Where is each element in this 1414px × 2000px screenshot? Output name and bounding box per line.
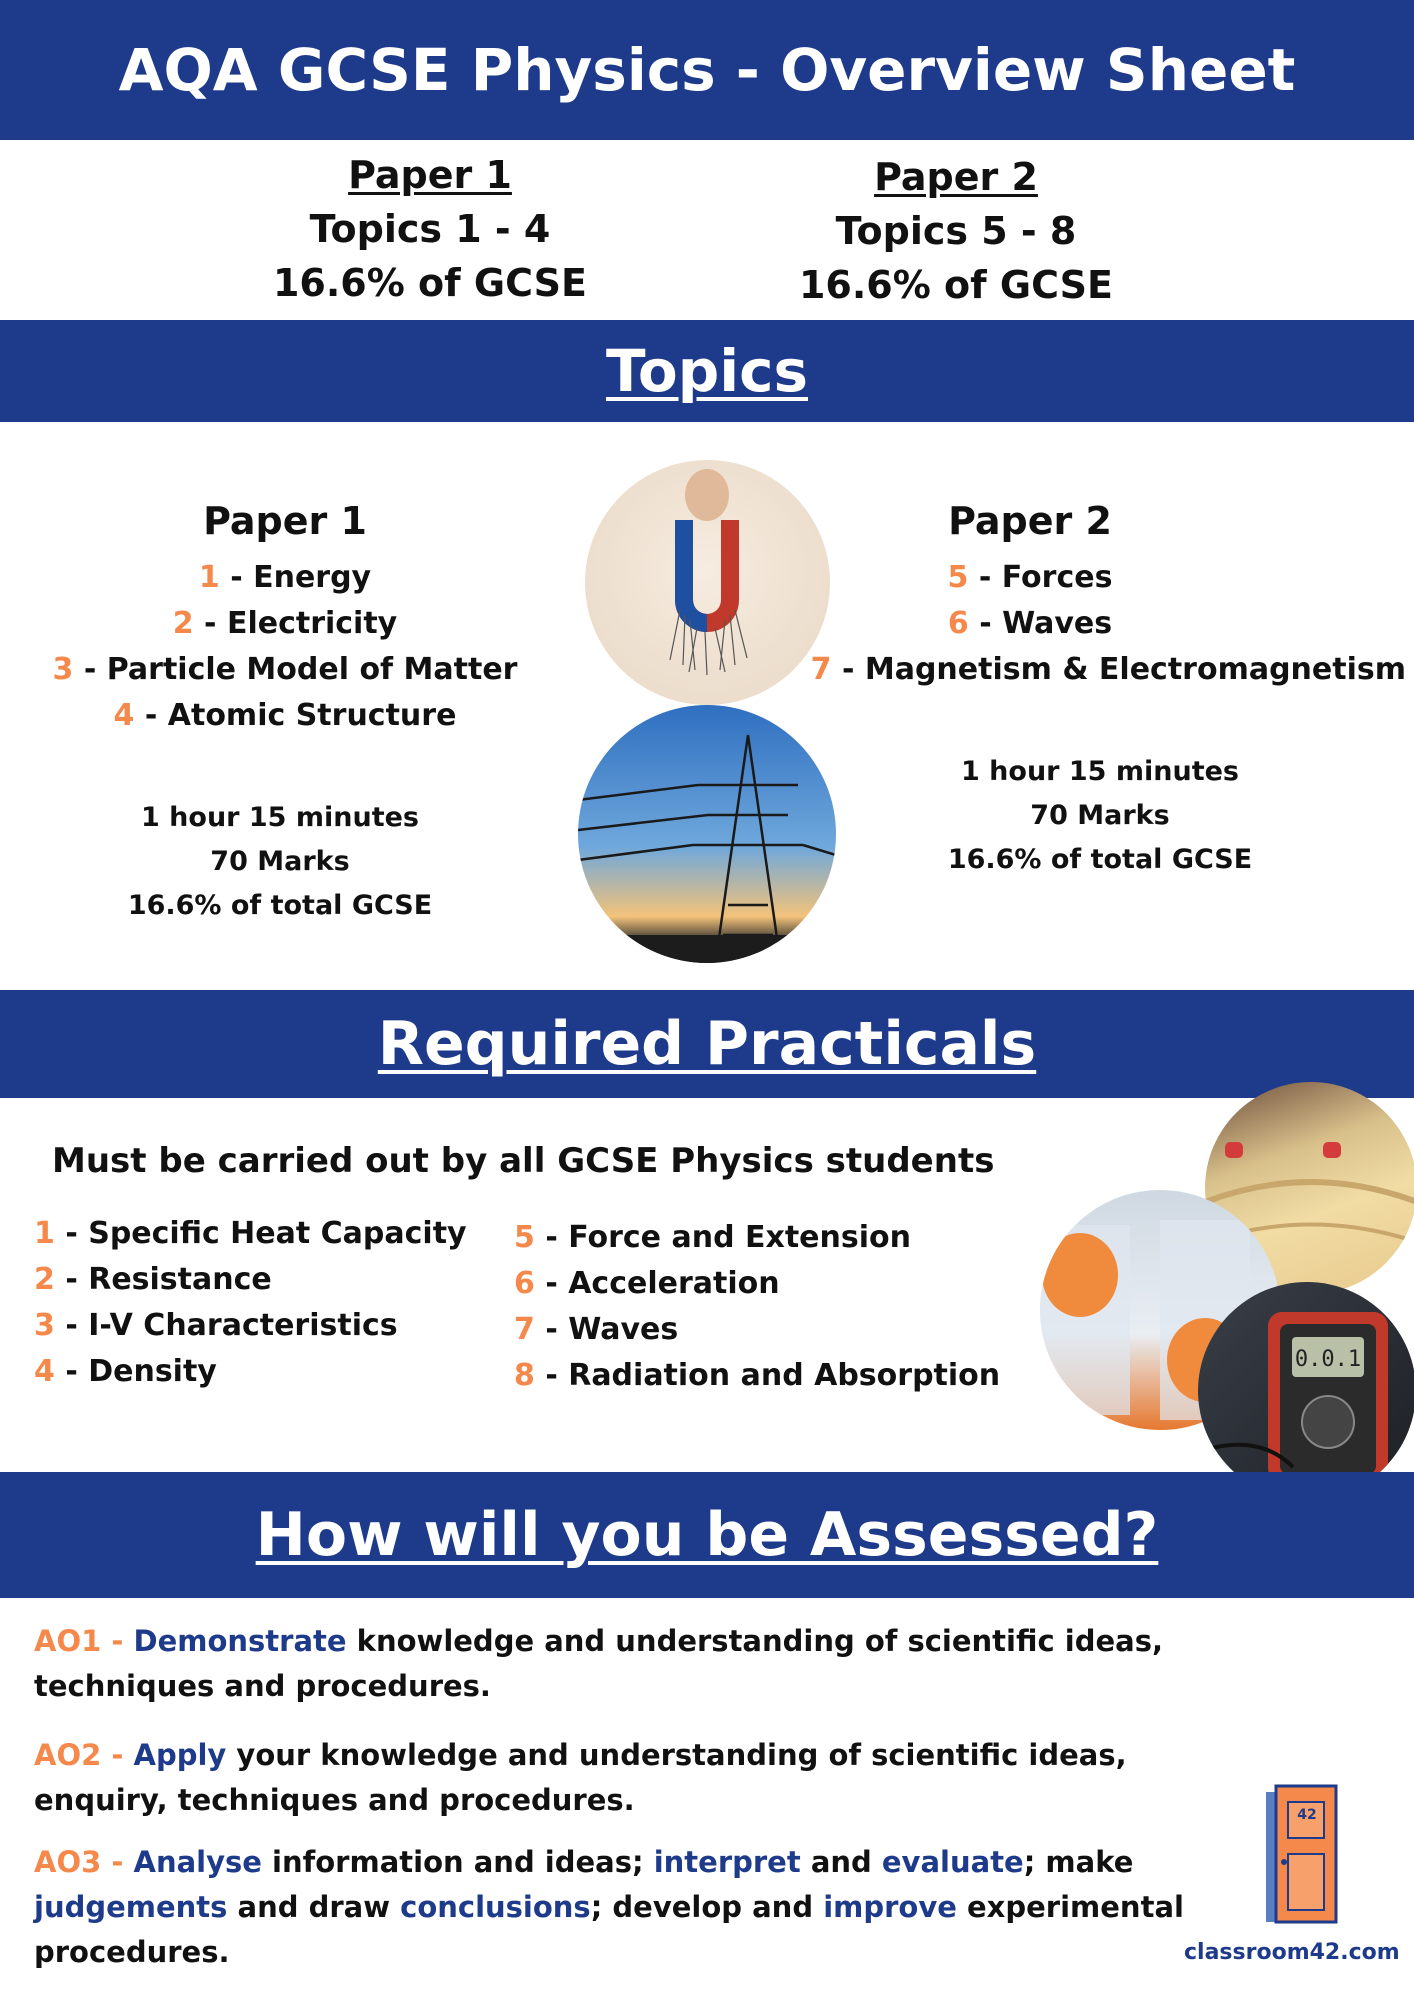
paper2-summary-weight: 16.6% of GCSE	[798, 263, 1114, 307]
paper2-info	[900, 750, 1300, 882]
magnet-icon	[585, 460, 830, 705]
multimeter-photo	[1198, 1282, 1414, 1500]
multimeter-icon	[1198, 1282, 1414, 1500]
list-item: 6 - Waves	[947, 606, 1113, 641]
list-item: 5 - Force and Extension	[514, 1220, 911, 1255]
topics-band	[0, 320, 1414, 422]
paper1-duration: 1 hour 15 minutes	[141, 802, 419, 833]
logo-number: 42	[1297, 1807, 1317, 1823]
list-item: 5 - Forces	[947, 560, 1113, 595]
topics-heading: Topics	[605, 337, 808, 405]
ao3-text: AO3 - Analyse information and ideas; interpret and evaluate; make judgements and draw conclusions; develop and improve experimental procedures.	[34, 1845, 1184, 1969]
topics-paper2	[790, 493, 1410, 693]
ao2-text: AO2 - Apply your knowledge and understanding of scientific ideas, enquiry, techniques and procedures.	[34, 1738, 1127, 1817]
footer-site: classroom42.com	[1184, 1940, 1400, 1965]
list-item: 7 - Magnetism & Electromagnetism	[810, 652, 1406, 687]
paper1-weight: 16.6% of total GCSE	[127, 890, 433, 921]
list-item: 4 - Density	[34, 1354, 217, 1389]
topics-paper2-title: Paper 2	[948, 499, 1112, 543]
practicals-band	[0, 990, 1414, 1098]
list-item: 6 - Acceleration	[514, 1266, 780, 1301]
header-band	[0, 0, 1414, 140]
paper2-summary	[756, 150, 1156, 312]
topics-paper1-title: Paper 1	[203, 499, 367, 543]
list-item: 1 - Energy	[198, 560, 372, 595]
paper2-weight: 16.6% of total GCSE	[947, 844, 1253, 875]
classroom42-logo	[1262, 1782, 1342, 1927]
paper1-summary	[230, 148, 630, 310]
assessment-band	[0, 1472, 1414, 1598]
paper2-summary-topics: Topics 5 - 8	[835, 209, 1077, 253]
list-item: 8 - Radiation and Absorption	[514, 1358, 1001, 1393]
list-item: 4 - Atomic Structure	[113, 698, 457, 733]
svg-text:0.0.1: 0.0.1	[1294, 1347, 1362, 1372]
magnet-photo	[585, 460, 830, 705]
paper1-summary-title: Paper 1	[348, 153, 512, 197]
assessment-heading: How will you be Assessed?	[255, 1500, 1159, 1570]
paper1-summary-topics: Topics 1 - 4	[309, 207, 551, 251]
list-item: 3 - I-V Characteristics	[34, 1308, 398, 1343]
paper2-duration: 1 hour 15 minutes	[961, 756, 1239, 787]
pylon-icon	[578, 705, 836, 963]
paper1-info	[80, 796, 480, 928]
paper2-summary-title: Paper 2	[874, 155, 1038, 199]
list-item: 2 - Electricity	[172, 606, 398, 641]
list-item: 7 - Waves	[514, 1312, 679, 1347]
paper1-summary-weight: 16.6% of GCSE	[272, 261, 588, 305]
list-item: 1 - Specific Heat Capacity	[34, 1216, 467, 1251]
practicals-subheading: Must be carried out by all GCSE Physics students	[52, 1141, 995, 1181]
practicals-left	[34, 1211, 467, 1395]
ao1-text: AO1 - Demonstrate knowledge and understanding of scientific ideas, techniques and procedures.	[34, 1624, 1163, 1703]
topics-paper1	[20, 493, 550, 739]
pylon-photo	[578, 705, 836, 963]
list-item: 3 - Particle Model of Matter	[52, 652, 518, 687]
list-item: 2 - Resistance	[34, 1262, 272, 1297]
paper2-marks: 70 Marks	[1030, 800, 1170, 831]
paper1-marks: 70 Marks	[210, 846, 350, 877]
door-icon	[1262, 1782, 1342, 1927]
practicals-right	[514, 1215, 1000, 1399]
page-title: AQA GCSE Physics - Overview Sheet	[118, 36, 1296, 104]
practicals-heading: Required Practicals	[377, 1009, 1037, 1079]
